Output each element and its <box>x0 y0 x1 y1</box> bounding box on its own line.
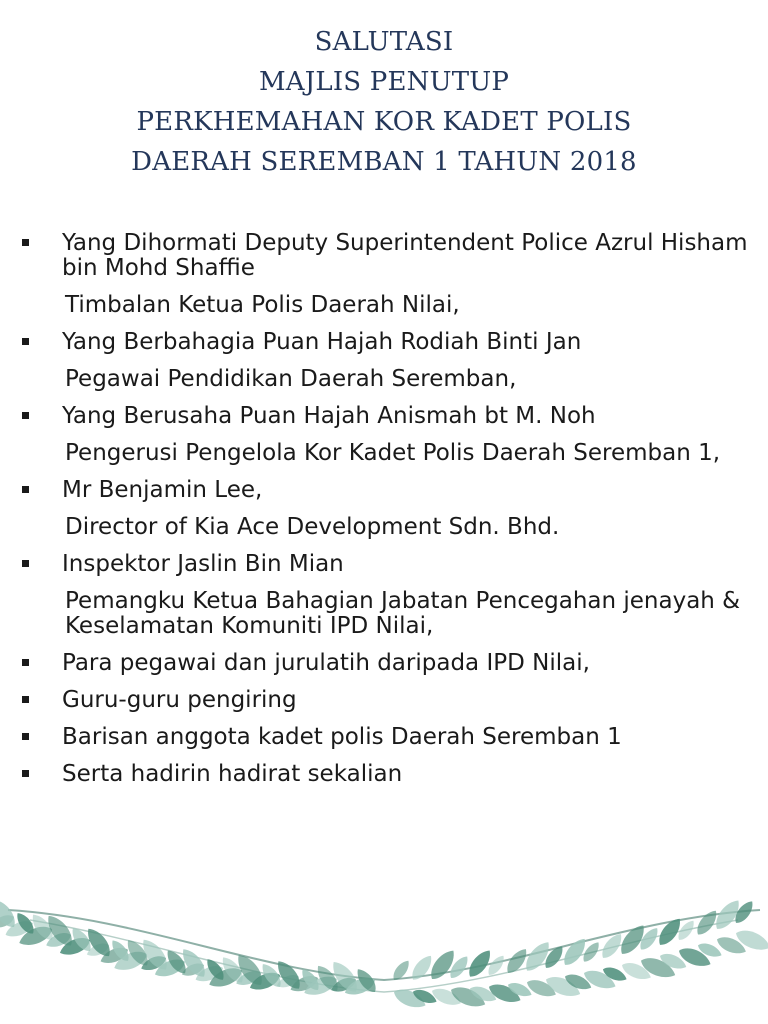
guest-name: Barisan anggota kadet polis Daerah Seremban 1 <box>62 724 622 750</box>
guest-name: Inspektor Jaslin Bin Mian <box>62 551 344 577</box>
list-item <box>0 549 768 648</box>
square-bullet-icon <box>22 560 29 567</box>
salutation-list <box>0 228 768 796</box>
list-item <box>0 327 768 401</box>
guest-name: Serta hadirin hadirat sekalian <box>62 761 403 787</box>
list-item <box>0 228 768 327</box>
square-bullet-icon <box>22 486 29 493</box>
guest-name: Yang Berbahagia Puan Hajah Rodiah Binti Jan <box>62 329 582 355</box>
square-bullet-icon <box>22 412 29 419</box>
list-item <box>0 685 768 722</box>
guest-name: Para pegawai dan jurulatih daripada IPD Nilai, <box>62 650 590 676</box>
list-item <box>0 475 768 549</box>
guest-name: Guru-guru pengiring <box>62 687 297 713</box>
title-line-1: SALUTASI <box>314 27 454 57</box>
square-bullet-icon <box>22 659 29 666</box>
list-item <box>0 401 768 475</box>
guest-name: Yang Berusaha Puan Hajah Anismah bt M. Noh <box>62 403 596 429</box>
square-bullet-icon <box>22 733 29 740</box>
square-bullet-icon <box>22 338 29 345</box>
list-item <box>0 722 768 759</box>
page-title <box>0 22 768 182</box>
title-line-4: DAERAH SEREMBAN 1 TAHUN 2018 <box>131 147 637 177</box>
guest-name: Mr Benjamin Lee, <box>62 477 263 503</box>
leaf-garland-icon <box>0 880 768 1020</box>
guest-role: Pegawai Pendidikan Daerah Seremban, <box>65 366 517 392</box>
square-bullet-icon <box>22 770 29 777</box>
list-item <box>0 648 768 685</box>
guest-role: Pengerusi Pengelola Kor Kadet Polis Daerah Seremban 1, <box>65 440 721 466</box>
list-item <box>0 759 768 796</box>
title-line-2: MAJLIS PENUTUP <box>258 67 510 97</box>
square-bullet-icon <box>22 696 29 703</box>
guest-role: Timbalan Ketua Polis Daerah Nilai, <box>65 292 460 318</box>
guest-role: Pemangku Ketua Bahagian Jabatan Pencegahan jenayah & Keselamatan Komuniti IPD Nilai, <box>65 588 741 639</box>
square-bullet-icon <box>22 239 29 246</box>
guest-name: Yang Dihormati Deputy Superintendent Police Azrul Hisham bin Mohd Shaffie <box>62 230 748 281</box>
guest-role: Director of Kia Ace Development Sdn. Bhd. <box>65 514 560 540</box>
title-line-3: PERKHEMAHAN KOR KADET POLIS <box>136 107 632 137</box>
